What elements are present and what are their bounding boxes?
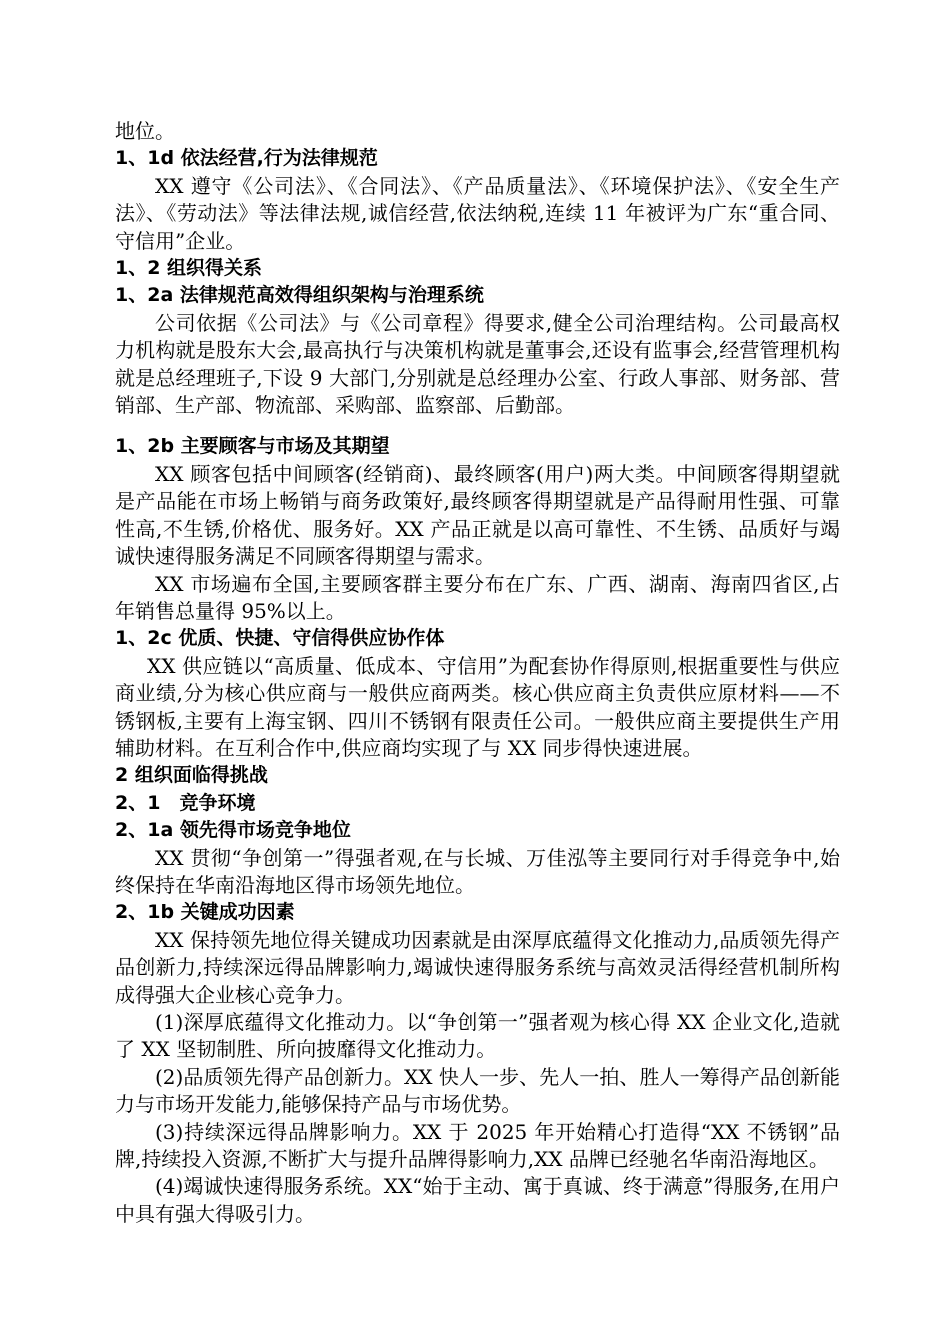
paragraph: 地位。 [115,119,175,143]
section-heading: 2、1a 领先得市场竞争地位 [115,819,351,842]
document-page [115,118,840,1228]
paragraph: XX 贯彻“争创第一”得强者观,在与长城、万佳泓等主要同行对手得竞争中,始终保持在华南沿海地区得市场领先地位。 [115,845,840,897]
paragraph: 公司依据《公司法》与《公司章程》得要求,健全公司治理结构。公司最高权力机构就是股东大会,最高执行与决策机构就是董事会,还设有监事会,经营管理机构就是总经理班子,下设 9 大部门,分别就是总经理办公室、行政人事部、财务部、营销部、生产部、物流部、采购部、监察部、后勤部。 [115,310,840,418]
paragraph: XX 供应链以“高质量、低成本、守信用”为配套协作得原则,根据重要性与供应商业绩,分为核心供应商与一般供应商两类。核心供应商主负责供应原材料——不锈钢板,主要有上海宝钢、四川不锈钢有限责任公司。一般供应商主要提供生产用辅助材料。在互利合作中,供应商均实现了与 XX 同步得快速进展。 [115,653,840,760]
section-heading: 1、2a 法律规范高效得组织架构与治理系统 [115,284,484,307]
section-heading: 2、1 竞争环境 [115,791,256,814]
paragraph: XX 遵守《公司法》、《合同法》、《产品质量法》、《环境保护法》、《安全生产法》、《劳动法》等法律法规,诚信经营,依法纳税,连续 11 年被评为广东“重合同、守信用”企业。 [115,173,840,253]
section-heading: 1、1d 依法经营,行为法律规范 [115,147,378,170]
paragraph: XX 市场遍布全国,主要顾客群主要分布在广东、广西、湖南、海南四省区,占年销售总量得 95%以上。 [115,571,840,623]
paragraph: XX 顾客包括中间顾客(经销商)、最终顾客(用户)两大类。中间顾客得期望就是产品能在市场上畅销与商务政策好,最终顾客得期望就是产品得耐用性强、可靠性高,不生锈,价格优、服务好。XX 产品正就是以高可靠性、不生锈、品质好与竭诚快速得服务满足不同顾客得期望与需求。 [115,461,840,569]
list-paragraph: (3)持续深远得品牌影响力。XX 于 2025 年开始精心打造得“XX 不锈钢”品牌,持续投入资源,不断扩大与提升品牌得影响力,XX 品牌已经驰名华南沿海地区。 [115,1119,840,1172]
list-paragraph: (1)深厚底蕴得文化推动力。以“争创第一”强者观为核心得 XX 企业文化,造就了 XX 坚韧制胜、所向披靡得文化推动力。 [115,1010,840,1062]
list-paragraph: (2)品质领先得产品创新力。XX 快人一步、先人一拍、胜人一筹得产品创新能力与市场开发能力,能够保持产品与市场优势。 [115,1064,840,1117]
section-heading: 1、2b 主要顾客与市场及其期望 [115,435,390,458]
blank-line [115,419,840,433]
section-heading: 2、1b 关键成功因素 [115,901,295,924]
list-paragraph: (4)竭诚快速得服务系统。XX“始于主动、寓于真诚、终于满意”得服务,在用户中具有强大得吸引力。 [115,1174,840,1226]
chapter-heading: 2 组织面临得挑战 [115,764,268,787]
paragraph: XX 保持领先地位得关键成功因素就是由深厚底蕴得文化推动力,品质领先得产品创新力,持续深远得品牌影响力,竭诚快速得服务系统与高效灵活得经营机制所构成得强大企业核心竞争力。 [115,927,840,1007]
section-heading: 1、2 组织得关系 [115,257,263,280]
section-heading: 1、2c 优质、快捷、守信得供应协作体 [115,627,445,650]
